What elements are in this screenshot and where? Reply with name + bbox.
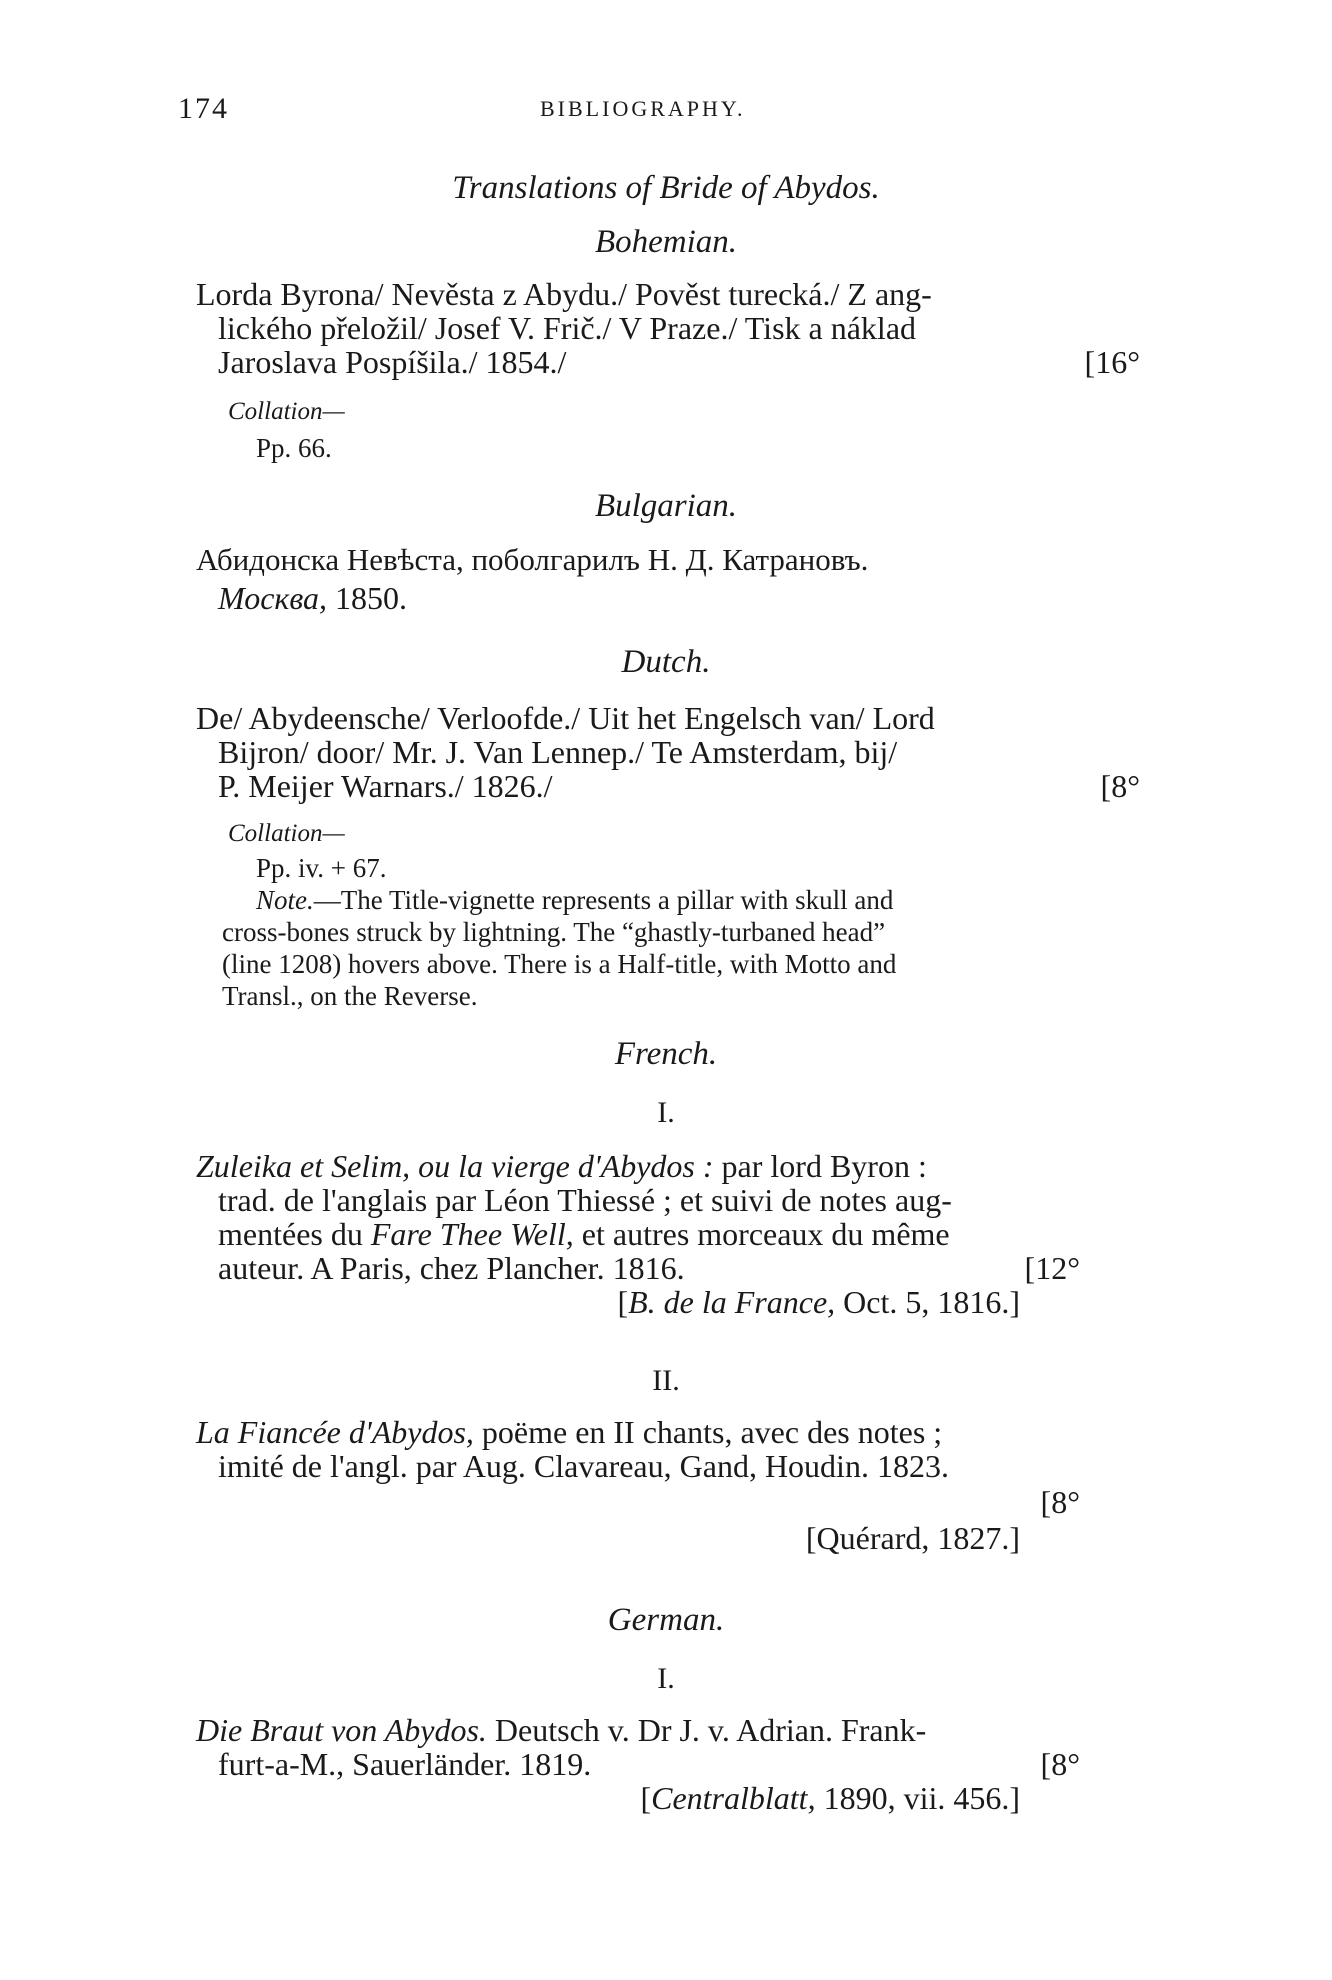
dutch-line-1: De/ Abydeensche/ Verloofde./ Uit het Engelsch van/ Lord (196, 700, 935, 736)
dutch-line-3: P. Meijer Warnars./ 1826./ (218, 768, 553, 804)
dutch-format: [8° (1100, 768, 1140, 804)
dutch-collation-label: Collation— (228, 820, 345, 847)
french-entry-1-line-4: auteur. A Paris, chez Plancher. 1816. (218, 1250, 685, 1286)
bohemian-line-3: Jaroslava Pospíšila./ 1854./ (218, 344, 567, 380)
dutch-note-line-2: cross-bones struck by lightning. The “ghastly-turbaned head” (222, 917, 886, 947)
french-entry-1-line-1: Zuleika et Selim, ou la vierge d'Abydos : par lord Byron : (196, 1148, 927, 1184)
french-entry-1-reference: [B. de la France, Oct. 5, 1816.] (617, 1284, 1020, 1320)
french-entry-2-reference: [Quérard, 1827.] (805, 1520, 1020, 1556)
french-entry-2-number: II. (652, 1364, 680, 1397)
page-number: 174 (178, 92, 229, 125)
french-entry-1-format: [12° (1024, 1250, 1080, 1286)
bohemian-line-2: lického přeložil/ Josef V. Frič./ V Praze./ Tisk a náklad (218, 310, 917, 346)
running-title: BIBLIOGRAPHY. (540, 96, 746, 121)
french-entry-1-line-3: mentées du Fare Thee Well, et autres morceaux du même (218, 1216, 950, 1252)
bohemian-collation-label: Collation— (228, 398, 345, 425)
german-entry-1-line-2: furt-a-M., Sauerländer. 1819. (218, 1746, 592, 1782)
bohemian-format: [16° (1084, 344, 1140, 380)
bulgarian-line-2 (218, 580, 407, 616)
german-entry-1-format: [8° (1040, 1746, 1080, 1782)
bulgarian-place: Москва, (218, 580, 328, 616)
bohemian-heading: Bohemian. (594, 224, 738, 260)
bulgarian-year: 1850. (335, 580, 408, 616)
german-entry-1-reference: [Centralblatt, 1890, vii. 456.] (640, 1780, 1020, 1816)
dutch-note-line-3: (line 1208) hovers above. There is a Half-title, with Motto and (222, 949, 897, 979)
french-heading: French. (614, 1036, 718, 1072)
french-entry-2-line-1: La Fiancée d'Abydos, poëme en II chants, avec des notes ; (196, 1414, 943, 1450)
german-entry-1-number: I. (657, 1662, 675, 1695)
french-entry-1-number: I. (657, 1096, 675, 1129)
dutch-note-label: Note. (256, 885, 314, 915)
german-entry-1-line-1: Die Braut von Abydos. Deutsch v. Dr J. v. Adrian. Frank- (196, 1712, 927, 1748)
french-entry-1-line-2: trad. de l'anglais par Léon Thiessé ; et suivi de notes aug- (218, 1182, 952, 1218)
dutch-collation: Pp. iv. + 67. (256, 853, 387, 883)
bohemian-line-1: Lorda Byrona/ Nevěsta z Abydu./ Pověst turecká./ Z ang- (196, 276, 932, 312)
bulgarian-heading: Bulgarian. (594, 488, 738, 524)
dutch-note-line-4: Transl., on the Reverse. (222, 981, 478, 1011)
bulgarian-line-1: Абидонска Невѣста, поболгарилъ Н. Д. Катрановъ. (196, 542, 869, 577)
french-entry-2-line-2: imité de l'angl. par Aug. Clavareau, Gand, Houdin. 1823. (218, 1448, 949, 1484)
section-title: Translations of Bride of Abydos. (452, 170, 880, 206)
dutch-heading: Dutch. (621, 644, 711, 680)
french-entry-2-format: [8° (1040, 1484, 1080, 1520)
german-heading: German. (607, 1602, 725, 1638)
bohemian-collation: Pp. 66. (256, 433, 332, 463)
dutch-line-2: Bijron/ door/ Mr. J. Van Lennep./ Te Amsterdam, bij/ (218, 734, 898, 770)
dutch-note-line-1: Note.—The Title-vignette represents a pillar with skull and (256, 885, 894, 915)
